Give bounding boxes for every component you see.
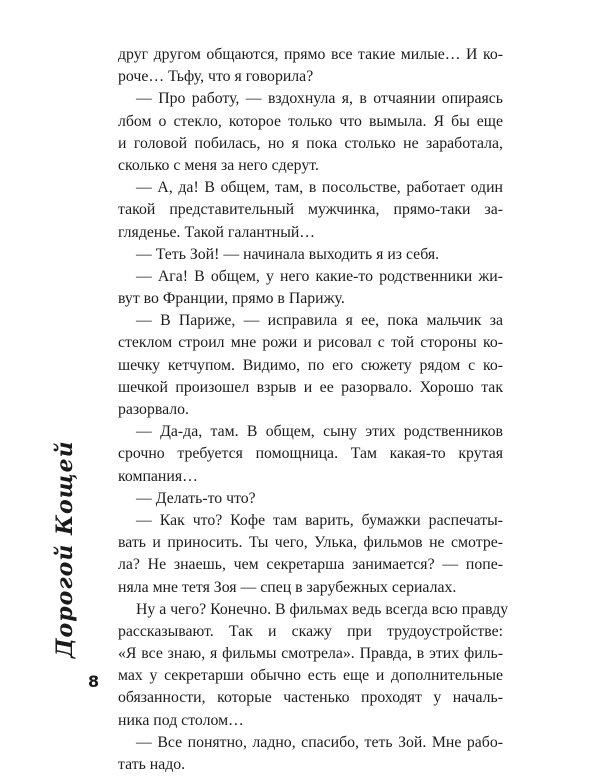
- text-line: рассказывают. Так и скажу при трудоустройстве:: [118, 622, 503, 640]
- text-line: тать надо.: [118, 756, 186, 773]
- text-line: сколько с меня за него сдерут.: [118, 156, 319, 174]
- text-line: лбом о стекло, которое только что вымыла. Я бы еще: [118, 112, 503, 130]
- text-line: разорвало.: [118, 401, 189, 418]
- text-line: роче… Тьфу, что я говорила?: [118, 68, 314, 86]
- text-line: Ну а чего? Конечно. В фильмах ведь всегда всю правду: [136, 600, 509, 618]
- text-line: и головой побилась, но я пока столько не заработала,: [118, 134, 503, 152]
- text-line: няла мне тетя Зоя — спец в зарубежных сериалах.: [118, 578, 457, 596]
- text-line: — В Париже, — исправила я ее, пока мальчик за: [136, 312, 503, 330]
- text-line: срочно требуется помощница. Там какая-то крутая: [118, 445, 503, 463]
- text-line: вать и приносить. Ты чего, Улька, фильмов не смотре-: [118, 534, 503, 552]
- text-line: стеклом строил мне рожи и рисовал с той стороны ко-: [118, 334, 503, 352]
- text-line: — Ага! В общем, у него какие-то родственники жи-: [136, 267, 503, 285]
- text-line: — Все понятно, ладно, спасибо, теть Зой. Мне рабо-: [136, 733, 503, 751]
- text-line: ла? Не знаешь, чем секретарша занимается? — попе-: [118, 556, 503, 574]
- text-line: вут во Франции, прямо в Парижу.: [118, 290, 345, 308]
- text-line: — Как что? Кофе там варить, бумажки распечаты-: [136, 511, 503, 529]
- text-line: друг другом общаются, прямо все такие милые… И ко-: [118, 46, 503, 63]
- text-line: — Делать-то что?: [136, 489, 256, 507]
- body-text: [118, 44, 509, 776]
- text-line: шечку кетчупом. Видимо, по его сюжету рядом с ко-: [118, 356, 503, 374]
- text-line: мах у секретарши обычно есть еще и дополнительные: [118, 667, 503, 685]
- text-line: обязанности, которые частенько проходят у началь-: [118, 689, 503, 707]
- text-line: шечкой произошел взрыв и ее разорвало. Хорошо так: [118, 378, 503, 396]
- text-line: — Про работу, — вздохнула я, в отчаянии опираясь: [136, 90, 503, 108]
- text-line: — А, да! В общем, там, в посольстве, работает один: [136, 179, 503, 197]
- text-line: компания…: [118, 467, 198, 485]
- text-line: — Теть Зой! — начинала выходить я из себя.: [136, 245, 440, 263]
- text-line: «Я все знаю, я фильмы смотрела». Правда, в этих филь-: [118, 645, 503, 663]
- text-line: гляденье. Такой галантный…: [118, 223, 316, 241]
- text-line: ника под столом…: [118, 711, 244, 729]
- text-line: такой представительный мужчинка, прямо-таки за-: [118, 201, 503, 219]
- text-line: — Да-да, там. В общем, сыну этих родственников: [136, 423, 503, 441]
- book-title-running-head: Дорогой Кощей: [52, 440, 78, 658]
- page-number: 8: [88, 672, 100, 691]
